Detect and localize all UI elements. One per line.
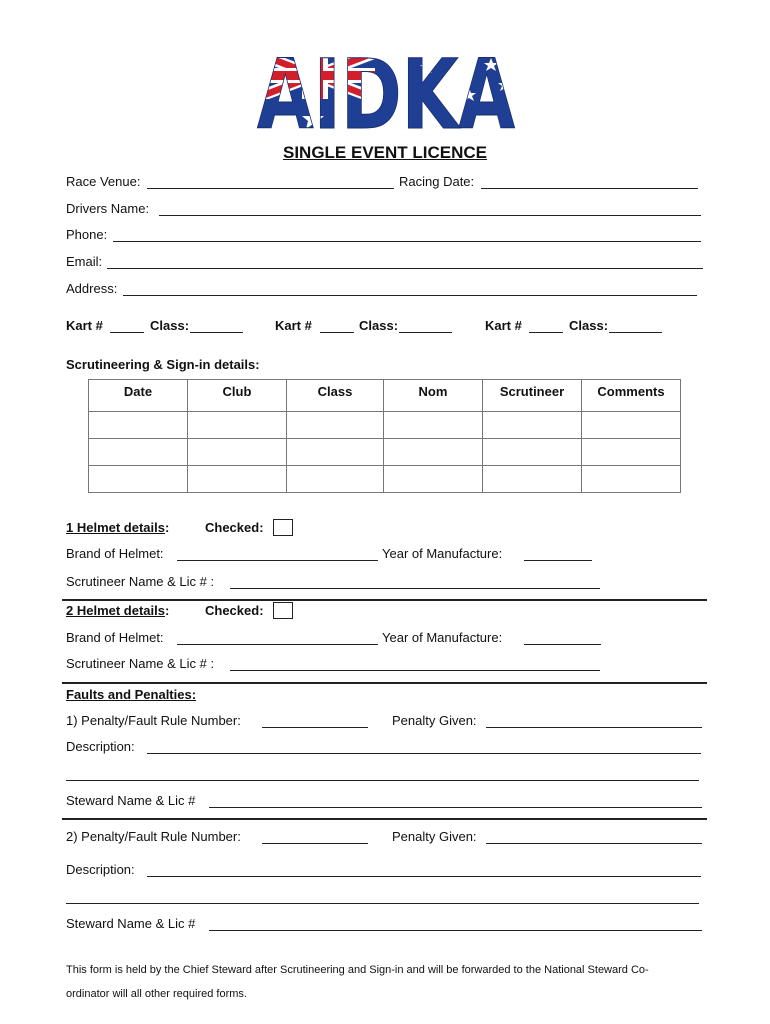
table-cell[interactable]: [287, 412, 384, 439]
class-3-label: Class:: [569, 318, 609, 333]
penalty-1-steward-field[interactable]: [209, 807, 702, 808]
race-venue-label: Race Venue:: [66, 174, 141, 189]
helmet-2-year-label: Year of Manufacture:: [382, 630, 503, 645]
penalty-2-steward-label: Steward Name & Lic #: [66, 916, 196, 931]
table-cell[interactable]: [89, 439, 188, 466]
phone-label: Phone:: [66, 227, 108, 242]
table-cell[interactable]: [188, 466, 287, 493]
penalty-2-desc-label: Description:: [66, 862, 135, 877]
section-divider: [62, 682, 707, 684]
kart-2-label: Kart #: [275, 318, 312, 333]
helmet-1-heading-text: 1 Helmet details: [66, 520, 165, 535]
helmet-1-scrutineer-label: Scrutineer Name & Lic # :: [66, 574, 215, 589]
class-2-field[interactable]: [399, 332, 452, 333]
racing-date-label: Racing Date:: [399, 174, 475, 189]
table-cell[interactable]: [483, 466, 582, 493]
race-venue-field[interactable]: [147, 188, 394, 189]
footer-note-line-1: This form is held by the Chief Steward after Scrutineering and Sign-in and will be forwarded to the National Steward Co-: [66, 964, 649, 976]
helmet-2-heading-text: 2 Helmet details: [66, 603, 165, 618]
helmet-1-year-field[interactable]: [524, 560, 592, 561]
col-class: Class: [287, 380, 384, 412]
svg-text:AIDKA: AIDKA: [257, 52, 515, 132]
penalty-2-rule-field[interactable]: [262, 843, 368, 844]
penalty-1-desc-label: Description:: [66, 739, 135, 754]
helmet-2-checked-label: Checked:: [205, 603, 264, 618]
kart-3-label: Kart #: [485, 318, 522, 333]
helmet-2-scrutineer-field[interactable]: [230, 670, 600, 671]
col-scrutineer: Scrutineer: [483, 380, 582, 412]
table-cell[interactable]: [89, 466, 188, 493]
class-3-field[interactable]: [609, 332, 662, 333]
aidka-logo: [255, 52, 517, 132]
helmet-1-checked-checkbox[interactable]: [273, 519, 293, 536]
kart-1-field[interactable]: [110, 332, 144, 333]
helmet-2-scrutineer-label: Scrutineer Name & Lic # :: [66, 656, 215, 671]
faults-heading: Faults and Penalties:: [66, 687, 197, 702]
address-label: Address:: [66, 281, 118, 296]
table-cell[interactable]: [582, 466, 681, 493]
table-row: [89, 466, 681, 493]
class-1-field[interactable]: [190, 332, 243, 333]
table-cell[interactable]: [384, 439, 483, 466]
class-2-label: Class:: [359, 318, 399, 333]
helmet-2-heading: [66, 603, 169, 619]
penalty-2-given-field[interactable]: [486, 843, 702, 844]
table-cell[interactable]: [582, 412, 681, 439]
helmet-2-brand-field[interactable]: [177, 644, 378, 645]
penalty-1-rule-field[interactable]: [262, 727, 368, 728]
helmet-2-heading-colon: :: [165, 603, 170, 618]
penalty-2-steward-field[interactable]: [209, 930, 702, 931]
table-cell[interactable]: [188, 439, 287, 466]
penalty-1-desc-field[interactable]: [147, 753, 701, 754]
helmet-2-checked-checkbox[interactable]: [273, 602, 293, 619]
table-cell[interactable]: [188, 412, 287, 439]
kart-1-label: Kart #: [66, 318, 103, 333]
table-cell[interactable]: [287, 466, 384, 493]
helmet-2-brand-label: Brand of Helmet:: [66, 630, 164, 645]
helmet-1-checked-label: Checked:: [205, 520, 264, 535]
penalty-2-given-label: Penalty Given:: [392, 829, 477, 844]
kart-2-field[interactable]: [320, 332, 354, 333]
table-row: [89, 412, 681, 439]
address-field[interactable]: [123, 295, 697, 296]
drivers-name-field[interactable]: [159, 215, 701, 216]
email-field[interactable]: [107, 268, 703, 269]
col-nom: Nom: [384, 380, 483, 412]
col-date: Date: [89, 380, 188, 412]
penalty-2-desc-field-2[interactable]: [66, 903, 699, 904]
helmet-1-brand-label: Brand of Helmet:: [66, 546, 164, 561]
table-cell[interactable]: [384, 412, 483, 439]
penalty-1-steward-label: Steward Name & Lic #: [66, 793, 196, 808]
footer-note-line-2: ordinator will all other required forms.: [66, 988, 247, 1000]
penalty-2-desc-field[interactable]: [147, 876, 701, 877]
scrutineering-heading: Scrutineering & Sign-in details:: [66, 357, 260, 372]
table-row: [89, 439, 681, 466]
helmet-1-scrutineer-field[interactable]: [230, 588, 600, 589]
scrutineering-table: [88, 379, 681, 493]
section-divider: [62, 818, 707, 820]
table-cell[interactable]: [483, 439, 582, 466]
helmet-1-brand-field[interactable]: [177, 560, 378, 561]
helmet-1-heading-colon: :: [165, 520, 170, 535]
table-cell[interactable]: [89, 412, 188, 439]
table-header-row: [89, 380, 681, 412]
helmet-2-year-field[interactable]: [524, 644, 601, 645]
class-1-label: Class:: [150, 318, 190, 333]
col-club: Club: [188, 380, 287, 412]
table-cell[interactable]: [287, 439, 384, 466]
col-comments: Comments: [582, 380, 681, 412]
penalty-2-rule-label: 2) Penalty/Fault Rule Number:: [66, 829, 241, 844]
table-cell[interactable]: [483, 412, 582, 439]
helmet-1-year-label: Year of Manufacture:: [382, 546, 503, 561]
helmet-1-heading: [66, 520, 169, 536]
section-divider: [62, 599, 707, 601]
kart-3-field[interactable]: [529, 332, 563, 333]
drivers-name-label: Drivers Name:: [66, 201, 150, 216]
email-label: Email:: [66, 254, 103, 269]
page-title: SINGLE EVENT LICENCE: [282, 143, 488, 162]
phone-field[interactable]: [113, 241, 701, 242]
penalty-1-rule-label: 1) Penalty/Fault Rule Number:: [66, 713, 241, 728]
table-cell[interactable]: [384, 466, 483, 493]
table-cell[interactable]: [582, 439, 681, 466]
penalty-1-given-field[interactable]: [486, 727, 702, 728]
racing-date-field[interactable]: [481, 188, 698, 189]
penalty-1-given-label: Penalty Given:: [392, 713, 477, 728]
penalty-1-desc-field-2[interactable]: [66, 780, 699, 781]
